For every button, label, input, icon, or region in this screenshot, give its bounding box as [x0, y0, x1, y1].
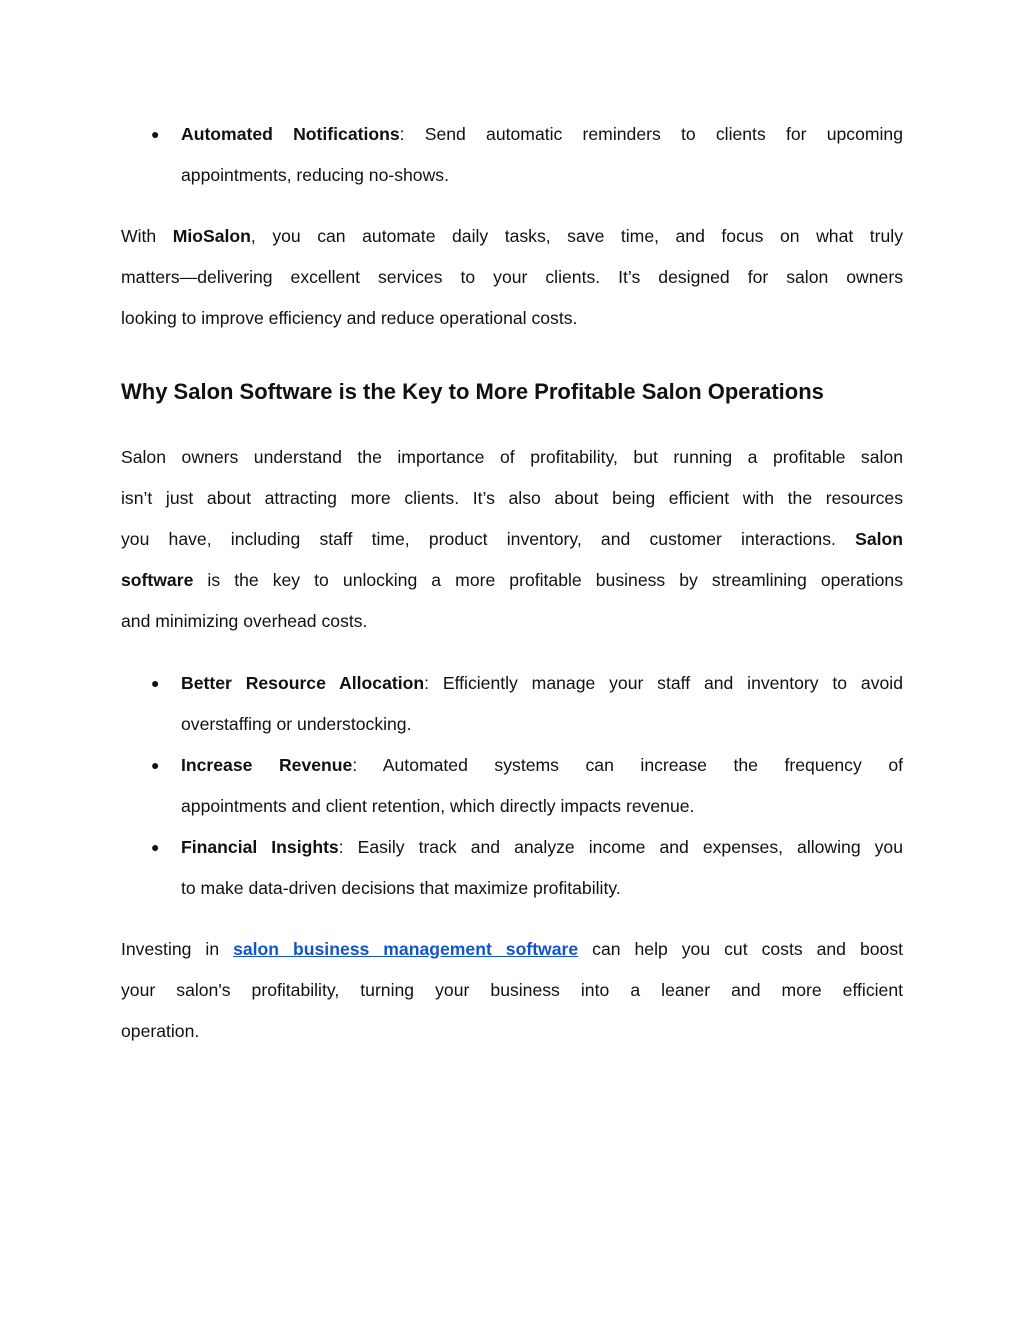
- text: With: [121, 226, 173, 246]
- text: overstaffing or understocking.: [181, 714, 412, 734]
- text: : Efficiently manage your staff and inventory to avoid: [424, 673, 903, 693]
- bold-text: software: [121, 570, 194, 590]
- paragraph-line: [121, 560, 903, 601]
- section-heading: Why Salon Software is the Key to More Profitable Salon Operations: [121, 379, 824, 404]
- paragraph-line: [121, 1011, 903, 1052]
- text: operation.: [121, 1021, 200, 1041]
- text: matters—delivering excellent services to your clients. It’s designed for salon owners: [121, 267, 903, 287]
- text: to make data-driven decisions that maximize profitability.: [181, 878, 621, 898]
- text: you have, including staff time, product inventory, and customer interactions.: [121, 529, 856, 549]
- text: Investing in: [121, 939, 234, 959]
- text: : Send automatic reminders to clients for upcoming: [399, 124, 903, 144]
- list-item-line: [181, 745, 903, 786]
- text: appointments and client retention, which directly impacts revenue.: [181, 796, 695, 816]
- bullet-icon: ●: [151, 675, 160, 691]
- text: and minimizing overhead costs.: [121, 611, 368, 631]
- bold-text: Better Resource Allocation: [181, 673, 425, 693]
- paragraph-line: [181, 786, 903, 827]
- salon-software-link[interactable]: salon business management software: [233, 939, 579, 959]
- bullet-icon: ●: [151, 757, 160, 773]
- paragraph-line: [181, 868, 903, 909]
- paragraph-line: [121, 519, 903, 560]
- text: : Easily track and analyze income and expenses, allowing you: [338, 837, 903, 857]
- bullet-icon: ●: [151, 839, 160, 855]
- paragraph-line: [121, 298, 903, 339]
- list-item-line: [181, 114, 903, 155]
- bold-text: Financial Insights: [181, 837, 339, 857]
- bold-text: Increase Revenue: [181, 755, 353, 775]
- paragraph-line: [121, 257, 903, 298]
- list-item-line: [181, 663, 903, 704]
- paragraph-line: [181, 155, 903, 196]
- text: appointments, reducing no-shows.: [181, 165, 449, 185]
- paragraph-line: [181, 704, 903, 745]
- text: looking to improve efficiency and reduce operational costs.: [121, 308, 578, 328]
- bold-text: Automated Notifications: [181, 124, 400, 144]
- bold-text: Salon: [855, 529, 903, 549]
- bold-text: MioSalon: [172, 226, 251, 246]
- paragraph-line: [121, 437, 903, 478]
- text: your salon's profitability, turning your business into a leaner and more efficient: [121, 980, 903, 1000]
- text: Salon owners understand the importance of profitability, but running a profitable salon: [121, 447, 903, 467]
- bullet-icon: ●: [151, 126, 160, 142]
- paragraph-line: [121, 929, 903, 970]
- text: isn’t just about attracting more clients. It’s also about being efficient with the resources: [121, 488, 903, 508]
- paragraph-line: [121, 478, 903, 519]
- list-item-line: [181, 827, 903, 868]
- paragraph-line: [121, 216, 903, 257]
- text: can help you cut costs and boost: [578, 939, 903, 959]
- text: : Automated systems can increase the frequency of: [352, 755, 903, 775]
- paragraph-line: [121, 970, 903, 1011]
- text: , you can automate daily tasks, save time, and focus on what truly: [250, 226, 904, 246]
- paragraph-line: [121, 601, 903, 642]
- text: is the key to unlocking a more profitable business by streamlining operations: [193, 570, 903, 590]
